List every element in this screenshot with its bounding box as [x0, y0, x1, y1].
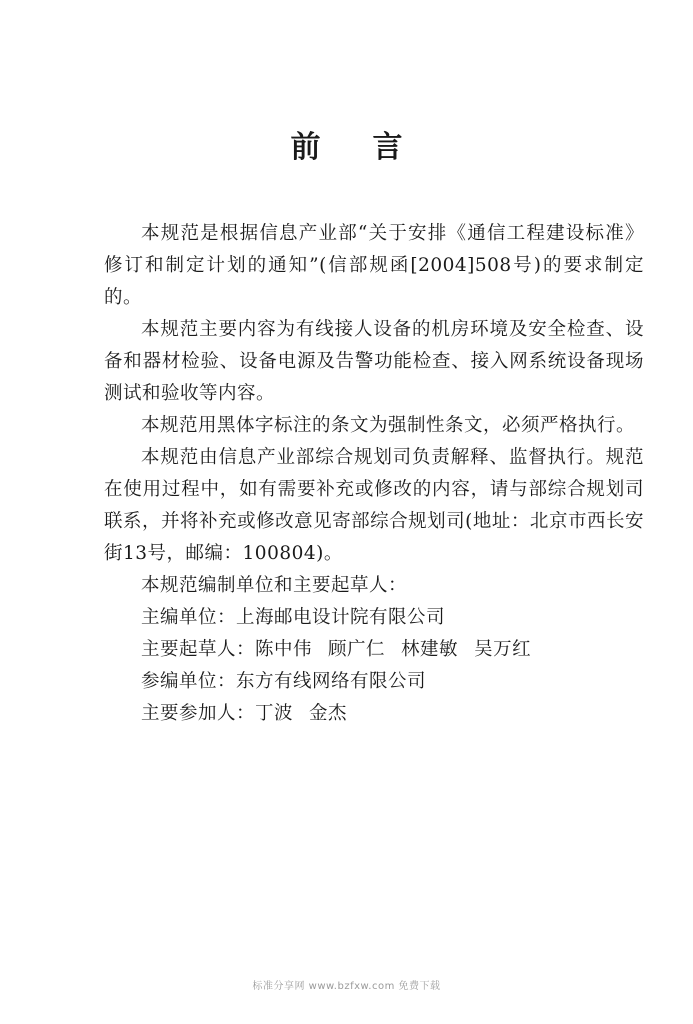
paragraph-basis: 本规范是根据信息产业部“关于安排《通信工程建设标准》修订和制定计划的通知”(信部规函[2004]508号)的要求制定的。 [104, 223, 644, 308]
drafters-label: 主要起草人： [141, 639, 256, 660]
drafters-line [104, 634, 644, 666]
drafter-name: 顾广仁 [328, 639, 386, 660]
paragraph-interpretation: 本规范由信息产业部综合规划司负责解释、监督执行。规范在使用过程中，如有需要补充或修改的内容，请与部综合规划司联系，并将补充或修改意见寄部综合规划司(地址：北京市西长安街13号，邮编：100804)。 [104, 447, 644, 564]
watermark-footer: 标准分享网 www.bzfxw.com 免费下载 [252, 981, 441, 992]
drafter-name: 陈中伟 [255, 639, 313, 660]
chief-unit-value: 上海邮电设计院有限公司 [236, 607, 446, 628]
participants-label: 主要参加人： [141, 703, 256, 724]
page-title: 前言 [290, 130, 455, 165]
preface-body [104, 218, 644, 730]
participant-name: 丁波 [255, 703, 294, 724]
participating-unit-line [104, 666, 644, 698]
paragraph-drafting-intro: 本规范编制单位和主要起草人： [141, 575, 408, 596]
participants-line [104, 698, 644, 730]
paragraph-contents: 本规范主要内容为有线接人设备的机房环境及安全检查、设备和器材检验、设备电源及告警功能检查、接入网系统设备现场测试和验收等内容。 [104, 319, 644, 404]
participating-unit-value: 东方有线网络有限公司 [236, 671, 427, 692]
paragraph-mandatory: 本规范用黑体字标注的条文为强制性条文，必须严格执行。 [141, 415, 636, 436]
participating-unit-label: 参编单位： [141, 671, 237, 692]
chief-unit-line [104, 602, 644, 634]
drafter-name: 吴万红 [474, 639, 532, 660]
participant-name: 金杰 [309, 703, 348, 724]
drafter-name: 林建敏 [401, 639, 459, 660]
chief-unit-label: 主编单位： [141, 607, 237, 628]
